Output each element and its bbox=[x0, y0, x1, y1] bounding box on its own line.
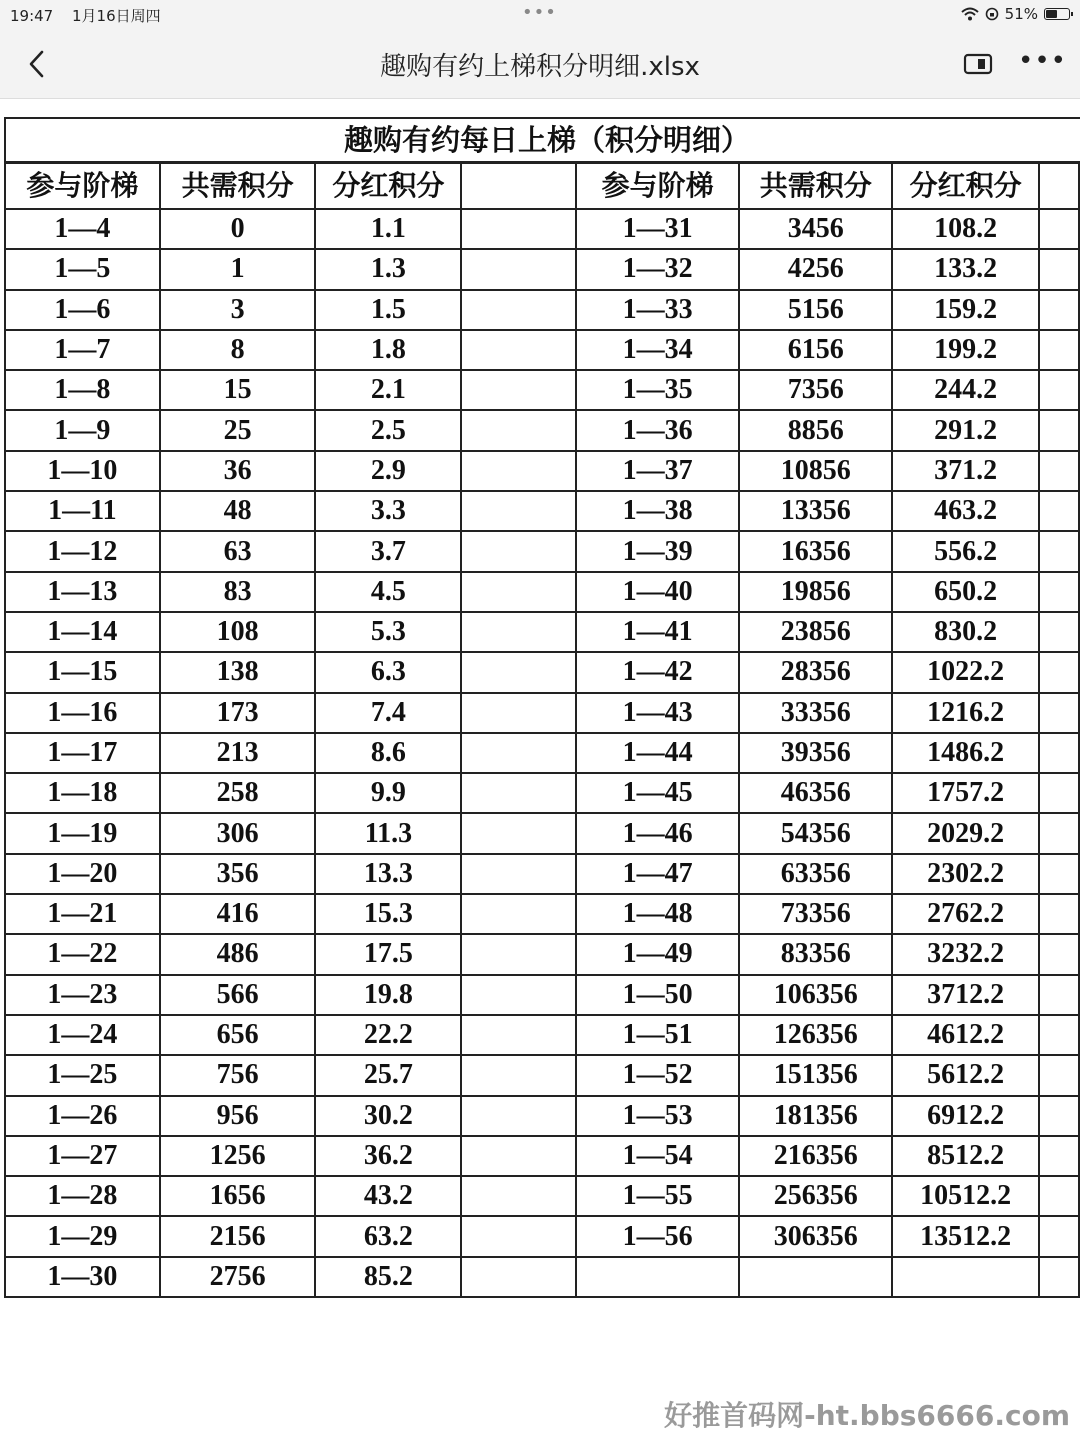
cell-required-points[interactable]: 416 bbox=[160, 894, 316, 934]
table-row bbox=[5, 451, 1079, 491]
cell-level[interactable]: 1—28 bbox=[5, 1176, 160, 1216]
cell-bonus-points[interactable]: 1486.2 bbox=[892, 733, 1039, 773]
header-cell-level[interactable]: 参与阶梯 bbox=[576, 163, 739, 209]
cell-spacer[interactable] bbox=[461, 1257, 576, 1297]
header-row bbox=[5, 163, 1079, 209]
cell-empty[interactable] bbox=[1039, 1176, 1079, 1216]
cell-level[interactable]: 1—33 bbox=[576, 290, 739, 330]
cell-level[interactable]: 1—14 bbox=[5, 612, 160, 652]
cell-spacer[interactable] bbox=[461, 410, 576, 450]
cell-spacer[interactable] bbox=[461, 854, 576, 894]
cell-bonus-points[interactable]: 85.2 bbox=[315, 1257, 461, 1297]
cell-required-points[interactable]: 216356 bbox=[739, 1136, 892, 1176]
cell-spacer[interactable] bbox=[461, 1096, 576, 1136]
rotation-lock-icon bbox=[985, 7, 999, 21]
cell-empty[interactable] bbox=[1039, 733, 1079, 773]
cell-bonus-points[interactable]: 10512.2 bbox=[892, 1176, 1039, 1216]
cell-empty[interactable] bbox=[1039, 975, 1079, 1015]
cell-bonus-points[interactable]: 19.8 bbox=[315, 975, 461, 1015]
cell-level[interactable]: 1—13 bbox=[5, 572, 160, 612]
cell-empty[interactable] bbox=[1039, 572, 1079, 612]
cell-level[interactable]: 1—20 bbox=[5, 854, 160, 894]
cell-level[interactable]: 1—55 bbox=[576, 1176, 739, 1216]
wifi-icon bbox=[961, 7, 979, 21]
cell-required-points[interactable]: 63356 bbox=[739, 854, 892, 894]
cell-empty[interactable] bbox=[1039, 854, 1079, 894]
cell-bonus-points[interactable]: 25.7 bbox=[315, 1055, 461, 1095]
cell-required-points[interactable]: 8856 bbox=[739, 410, 892, 450]
cell-bonus-points[interactable]: 4.5 bbox=[315, 572, 461, 612]
cell-bonus-points[interactable]: 8.6 bbox=[315, 733, 461, 773]
cell-level[interactable]: 1—24 bbox=[5, 1015, 160, 1055]
cell-required-points[interactable]: 15 bbox=[160, 370, 316, 410]
cell-bonus-points[interactable]: 13512.2 bbox=[892, 1216, 1039, 1256]
cell-required-points[interactable]: 306 bbox=[160, 813, 316, 853]
cell-level[interactable]: 1—39 bbox=[576, 531, 739, 571]
cell-spacer[interactable] bbox=[461, 1216, 576, 1256]
table-row bbox=[5, 1257, 1079, 1297]
cell-level[interactable]: 1—40 bbox=[576, 572, 739, 612]
cell-level[interactable]: 1—4 bbox=[5, 209, 160, 249]
cell-bonus-points[interactable]: 2.1 bbox=[315, 370, 461, 410]
cell-required-points[interactable]: 8 bbox=[160, 330, 316, 370]
cell-required-points[interactable]: 5156 bbox=[739, 290, 892, 330]
cell-bonus-points[interactable]: 1022.2 bbox=[892, 652, 1039, 692]
cell-required-points[interactable]: 73356 bbox=[739, 894, 892, 934]
cell-bonus-points[interactable]: 2.5 bbox=[315, 410, 461, 450]
cell-level[interactable]: 1—7 bbox=[5, 330, 160, 370]
table-row bbox=[5, 693, 1079, 733]
table-row bbox=[5, 1096, 1079, 1136]
cell-bonus-points[interactable]: 2.9 bbox=[315, 451, 461, 491]
cell-level[interactable]: 1—56 bbox=[576, 1216, 739, 1256]
cell-level[interactable]: 1—18 bbox=[5, 773, 160, 813]
cell-bonus-points[interactable]: 3712.2 bbox=[892, 975, 1039, 1015]
cell-required-points[interactable]: 13356 bbox=[739, 491, 892, 531]
table-row bbox=[5, 1055, 1079, 1095]
cell-spacer[interactable] bbox=[461, 1055, 576, 1095]
status-right bbox=[961, 5, 1070, 23]
cell-required-points[interactable]: 83356 bbox=[739, 934, 892, 974]
cell-level[interactable]: 1—32 bbox=[576, 249, 739, 289]
file-title: 趣购有约上梯积分明细.xlsx bbox=[380, 52, 700, 82]
cell-bonus-points[interactable]: 199.2 bbox=[892, 330, 1039, 370]
table-row bbox=[5, 612, 1079, 652]
cell-required-points[interactable]: 151356 bbox=[739, 1055, 892, 1095]
cell-empty[interactable] bbox=[1039, 531, 1079, 571]
cell-level[interactable]: 1—51 bbox=[576, 1015, 739, 1055]
cell-level[interactable]: 1—44 bbox=[576, 733, 739, 773]
header-cell-spacer[interactable] bbox=[461, 163, 576, 209]
cell-required-points[interactable]: 10856 bbox=[739, 451, 892, 491]
cell-bonus-points[interactable]: 463.2 bbox=[892, 491, 1039, 531]
cell-level[interactable]: 1—43 bbox=[576, 693, 739, 733]
cell-required-points[interactable]: 108 bbox=[160, 612, 316, 652]
status-date: 1月16日周四 bbox=[72, 7, 161, 25]
cell-empty[interactable] bbox=[1039, 410, 1079, 450]
cell-spacer[interactable] bbox=[461, 612, 576, 652]
cell-required-points[interactable]: 2156 bbox=[160, 1216, 316, 1256]
cell-level[interactable]: 1—49 bbox=[576, 934, 739, 974]
cell-required-points[interactable]: 54356 bbox=[739, 813, 892, 853]
cell-spacer[interactable] bbox=[461, 290, 576, 330]
cell-level[interactable]: 1—15 bbox=[5, 652, 160, 692]
cell-level[interactable]: 1—42 bbox=[576, 652, 739, 692]
table-row bbox=[5, 934, 1079, 974]
table-row bbox=[5, 209, 1079, 249]
cell-level[interactable]: 1—38 bbox=[576, 491, 739, 531]
cell-bonus-points[interactable]: 3.3 bbox=[315, 491, 461, 531]
cell-level[interactable]: 1—12 bbox=[5, 531, 160, 571]
status-left bbox=[10, 5, 175, 26]
battery-percent: 51% bbox=[1004, 5, 1038, 23]
cell-level[interactable]: 1—37 bbox=[576, 451, 739, 491]
cell-level[interactable]: 1—53 bbox=[576, 1096, 739, 1136]
cell-bonus-points[interactable]: 830.2 bbox=[892, 612, 1039, 652]
cell-spacer[interactable] bbox=[461, 934, 576, 974]
cell-empty[interactable] bbox=[1039, 693, 1079, 733]
cell-empty[interactable] bbox=[1039, 1015, 1079, 1055]
cell-spacer[interactable] bbox=[461, 813, 576, 853]
cell-spacer[interactable] bbox=[461, 1136, 576, 1176]
cell-bonus-points[interactable]: 5612.2 bbox=[892, 1055, 1039, 1095]
cell-bonus-points[interactable]: 159.2 bbox=[892, 290, 1039, 330]
cell-level[interactable]: 1—30 bbox=[5, 1257, 160, 1297]
table-row bbox=[5, 1176, 1079, 1216]
cell-bonus-points[interactable]: 2029.2 bbox=[892, 813, 1039, 853]
cell-spacer[interactable] bbox=[461, 1176, 576, 1216]
cell-required-points[interactable]: 181356 bbox=[739, 1096, 892, 1136]
cell-level[interactable]: 1—17 bbox=[5, 733, 160, 773]
cell-level[interactable]: 1—22 bbox=[5, 934, 160, 974]
cell-level[interactable]: 1—16 bbox=[5, 693, 160, 733]
cell-level[interactable]: 1—52 bbox=[576, 1055, 739, 1095]
multitask-dots-icon[interactable]: ••• bbox=[522, 2, 557, 23]
cell-level[interactable]: 1—36 bbox=[576, 410, 739, 450]
cell-required-points[interactable]: 7356 bbox=[739, 370, 892, 410]
cell-bonus-points[interactable]: 108.2 bbox=[892, 209, 1039, 249]
cell-level[interactable]: 1—27 bbox=[5, 1136, 160, 1176]
back-chevron-icon[interactable] bbox=[22, 44, 52, 84]
cell-bonus-points[interactable]: 6912.2 bbox=[892, 1096, 1039, 1136]
watermark: 好推首码网-ht.bbs6666.com bbox=[664, 1399, 1070, 1432]
cell-bonus-points[interactable]: 371.2 bbox=[892, 451, 1039, 491]
cell-spacer[interactable] bbox=[461, 330, 576, 370]
cell-level[interactable]: 1—48 bbox=[576, 894, 739, 934]
cell-required-points[interactable]: 2756 bbox=[160, 1257, 316, 1297]
cell-level[interactable]: 1—26 bbox=[5, 1096, 160, 1136]
cell-bonus-points[interactable]: 5.3 bbox=[315, 612, 461, 652]
cell-level[interactable]: 1—23 bbox=[5, 975, 160, 1015]
cell-required-points[interactable]: 39356 bbox=[739, 733, 892, 773]
reader-mode-icon[interactable] bbox=[963, 52, 993, 76]
cell-empty[interactable] bbox=[1039, 934, 1079, 974]
cell-required-points[interactable]: 138 bbox=[160, 652, 316, 692]
cell-bonus-points[interactable] bbox=[892, 1257, 1039, 1297]
cell-level[interactable]: 1—50 bbox=[576, 975, 739, 1015]
cell-spacer[interactable] bbox=[461, 652, 576, 692]
cell-bonus-points[interactable]: 7.4 bbox=[315, 693, 461, 733]
cell-bonus-points[interactable]: 1.1 bbox=[315, 209, 461, 249]
nav-bar bbox=[0, 30, 1080, 99]
cell-bonus-points[interactable]: 43.2 bbox=[315, 1176, 461, 1216]
table-row bbox=[5, 491, 1079, 531]
cell-bonus-points[interactable]: 1216.2 bbox=[892, 693, 1039, 733]
cell-empty[interactable] bbox=[1039, 163, 1079, 209]
cell-bonus-points[interactable]: 3.7 bbox=[315, 531, 461, 571]
cell-level[interactable]: 1—47 bbox=[576, 854, 739, 894]
cell-bonus-points[interactable]: 36.2 bbox=[315, 1136, 461, 1176]
table-row bbox=[5, 1136, 1079, 1176]
table-row bbox=[5, 572, 1079, 612]
table-row bbox=[5, 370, 1079, 410]
cell-required-points[interactable]: 4256 bbox=[739, 249, 892, 289]
cell-level[interactable] bbox=[576, 1257, 739, 1297]
cell-spacer[interactable] bbox=[461, 209, 576, 249]
cell-required-points[interactable]: 106356 bbox=[739, 975, 892, 1015]
header-cell-bonus-points[interactable]: 分红积分 bbox=[892, 163, 1039, 209]
cell-bonus-points[interactable]: 15.3 bbox=[315, 894, 461, 934]
cell-bonus-points[interactable]: 13.3 bbox=[315, 854, 461, 894]
cell-level[interactable]: 1—41 bbox=[576, 612, 739, 652]
cell-required-points[interactable]: 213 bbox=[160, 733, 316, 773]
cell-bonus-points[interactable]: 244.2 bbox=[892, 370, 1039, 410]
cell-required-points[interactable]: 19856 bbox=[739, 572, 892, 612]
cell-empty[interactable] bbox=[1039, 894, 1079, 934]
cell-level[interactable]: 1—11 bbox=[5, 491, 160, 531]
cell-bonus-points[interactable]: 1.3 bbox=[315, 249, 461, 289]
cell-required-points[interactable]: 25 bbox=[160, 410, 316, 450]
table-row bbox=[5, 894, 1079, 934]
sheet-title: 趣购有约每日上梯（积分明细） bbox=[4, 117, 1080, 163]
cell-required-points[interactable]: 256356 bbox=[739, 1176, 892, 1216]
status-time: 19:47 bbox=[10, 7, 54, 25]
cell-required-points[interactable]: 16356 bbox=[739, 531, 892, 571]
cell-empty[interactable] bbox=[1039, 370, 1079, 410]
cell-bonus-points[interactable]: 3232.2 bbox=[892, 934, 1039, 974]
cell-spacer[interactable] bbox=[461, 693, 576, 733]
cell-bonus-points[interactable]: 133.2 bbox=[892, 249, 1039, 289]
cell-required-points[interactable]: 956 bbox=[160, 1096, 316, 1136]
cell-level[interactable]: 1—5 bbox=[5, 249, 160, 289]
cell-empty[interactable] bbox=[1039, 652, 1079, 692]
cell-bonus-points[interactable]: 17.5 bbox=[315, 934, 461, 974]
table-row bbox=[5, 1015, 1079, 1055]
cell-level[interactable]: 1—35 bbox=[576, 370, 739, 410]
cell-required-points[interactable] bbox=[739, 1257, 892, 1297]
cell-bonus-points[interactable]: 4612.2 bbox=[892, 1015, 1039, 1055]
cell-level[interactable]: 1—31 bbox=[576, 209, 739, 249]
cell-required-points[interactable]: 48 bbox=[160, 491, 316, 531]
table-row bbox=[5, 290, 1079, 330]
table-row bbox=[5, 652, 1079, 692]
cell-bonus-points[interactable]: 1757.2 bbox=[892, 773, 1039, 813]
cell-empty[interactable] bbox=[1039, 290, 1079, 330]
cell-required-points[interactable]: 63 bbox=[160, 531, 316, 571]
cell-spacer[interactable] bbox=[461, 491, 576, 531]
cell-spacer[interactable] bbox=[461, 975, 576, 1015]
battery-fill bbox=[1046, 10, 1057, 18]
cell-level[interactable]: 1—8 bbox=[5, 370, 160, 410]
cell-bonus-points[interactable]: 291.2 bbox=[892, 410, 1039, 450]
header-cell-bonus-points[interactable]: 分红积分 bbox=[315, 163, 461, 209]
cell-required-points[interactable]: 756 bbox=[160, 1055, 316, 1095]
cell-level[interactable]: 1—21 bbox=[5, 894, 160, 934]
cell-empty[interactable] bbox=[1039, 1257, 1079, 1297]
cell-bonus-points[interactable]: 22.2 bbox=[315, 1015, 461, 1055]
cell-bonus-points[interactable]: 1.5 bbox=[315, 290, 461, 330]
cell-required-points[interactable]: 36 bbox=[160, 451, 316, 491]
cell-spacer[interactable] bbox=[461, 773, 576, 813]
cell-required-points[interactable]: 356 bbox=[160, 854, 316, 894]
cell-bonus-points[interactable]: 63.2 bbox=[315, 1216, 461, 1256]
cell-bonus-points[interactable]: 9.9 bbox=[315, 773, 461, 813]
header-cell-required-points[interactable]: 共需积分 bbox=[160, 163, 316, 209]
cell-empty[interactable] bbox=[1039, 1216, 1079, 1256]
cell-required-points[interactable]: 126356 bbox=[739, 1015, 892, 1055]
cell-spacer[interactable] bbox=[461, 249, 576, 289]
cell-level[interactable]: 1—29 bbox=[5, 1216, 160, 1256]
cell-bonus-points[interactable]: 2762.2 bbox=[892, 894, 1039, 934]
cell-required-points[interactable]: 486 bbox=[160, 934, 316, 974]
cell-level[interactable]: 1—6 bbox=[5, 290, 160, 330]
cell-empty[interactable] bbox=[1039, 612, 1079, 652]
cell-level[interactable]: 1—9 bbox=[5, 410, 160, 450]
cell-empty[interactable] bbox=[1039, 451, 1079, 491]
header-cell-level[interactable]: 参与阶梯 bbox=[5, 163, 160, 209]
table-row bbox=[5, 733, 1079, 773]
cell-required-points[interactable]: 656 bbox=[160, 1015, 316, 1055]
cell-bonus-points[interactable]: 6.3 bbox=[315, 652, 461, 692]
cell-bonus-points[interactable]: 8512.2 bbox=[892, 1136, 1039, 1176]
cell-required-points[interactable]: 33356 bbox=[739, 693, 892, 733]
table-row bbox=[5, 854, 1079, 894]
cell-empty[interactable] bbox=[1039, 209, 1079, 249]
cell-empty[interactable] bbox=[1039, 491, 1079, 531]
table-row bbox=[5, 773, 1079, 813]
points-table-body bbox=[5, 163, 1079, 1297]
cell-spacer[interactable] bbox=[461, 894, 576, 934]
table-row bbox=[5, 531, 1079, 571]
cell-required-points[interactable]: 46356 bbox=[739, 773, 892, 813]
cell-empty[interactable] bbox=[1039, 1096, 1079, 1136]
cell-bonus-points[interactable]: 11.3 bbox=[315, 813, 461, 853]
cell-bonus-points[interactable]: 650.2 bbox=[892, 572, 1039, 612]
cell-empty[interactable] bbox=[1039, 773, 1079, 813]
cell-spacer[interactable] bbox=[461, 370, 576, 410]
cell-required-points[interactable]: 1256 bbox=[160, 1136, 316, 1176]
header-cell-required-points[interactable]: 共需积分 bbox=[739, 163, 892, 209]
cell-level[interactable]: 1—46 bbox=[576, 813, 739, 853]
cell-level[interactable]: 1—10 bbox=[5, 451, 160, 491]
cell-required-points[interactable]: 1 bbox=[160, 249, 316, 289]
cell-empty[interactable] bbox=[1039, 249, 1079, 289]
cell-required-points[interactable]: 306356 bbox=[739, 1216, 892, 1256]
table-row bbox=[5, 1216, 1079, 1256]
cell-bonus-points[interactable]: 556.2 bbox=[892, 531, 1039, 571]
cell-level[interactable]: 1—45 bbox=[576, 773, 739, 813]
cell-spacer[interactable] bbox=[461, 572, 576, 612]
cell-bonus-points[interactable]: 2302.2 bbox=[892, 854, 1039, 894]
cell-required-points[interactable]: 173 bbox=[160, 693, 316, 733]
cell-required-points[interactable]: 83 bbox=[160, 572, 316, 612]
cell-spacer[interactable] bbox=[461, 531, 576, 571]
cell-level[interactable]: 1—25 bbox=[5, 1055, 160, 1095]
table-row bbox=[5, 813, 1079, 853]
cell-empty[interactable] bbox=[1039, 1055, 1079, 1095]
cell-required-points[interactable]: 28356 bbox=[739, 652, 892, 692]
cell-spacer[interactable] bbox=[461, 733, 576, 773]
cell-required-points[interactable]: 566 bbox=[160, 975, 316, 1015]
cell-spacer[interactable] bbox=[461, 451, 576, 491]
cell-required-points[interactable]: 258 bbox=[160, 773, 316, 813]
status-bar bbox=[0, 0, 1080, 30]
cell-required-points[interactable]: 3456 bbox=[739, 209, 892, 249]
cell-required-points[interactable]: 6156 bbox=[739, 330, 892, 370]
table-row bbox=[5, 249, 1079, 289]
cell-empty[interactable] bbox=[1039, 813, 1079, 853]
more-options-icon[interactable]: ••• bbox=[1018, 46, 1068, 76]
table-row bbox=[5, 410, 1079, 450]
battery-icon bbox=[1044, 8, 1070, 20]
points-table bbox=[4, 162, 1080, 1298]
cell-spacer[interactable] bbox=[461, 1015, 576, 1055]
cell-level[interactable]: 1—54 bbox=[576, 1136, 739, 1176]
cell-required-points[interactable]: 1656 bbox=[160, 1176, 316, 1216]
cell-bonus-points[interactable]: 1.8 bbox=[315, 330, 461, 370]
table-row bbox=[5, 975, 1079, 1015]
cell-level[interactable]: 1—34 bbox=[576, 330, 739, 370]
cell-required-points[interactable]: 0 bbox=[160, 209, 316, 249]
cell-empty[interactable] bbox=[1039, 330, 1079, 370]
cell-bonus-points[interactable]: 30.2 bbox=[315, 1096, 461, 1136]
cell-empty[interactable] bbox=[1039, 1136, 1079, 1176]
cell-required-points[interactable]: 23856 bbox=[739, 612, 892, 652]
table-row bbox=[5, 330, 1079, 370]
cell-level[interactable]: 1—19 bbox=[5, 813, 160, 853]
cell-required-points[interactable]: 3 bbox=[160, 290, 316, 330]
